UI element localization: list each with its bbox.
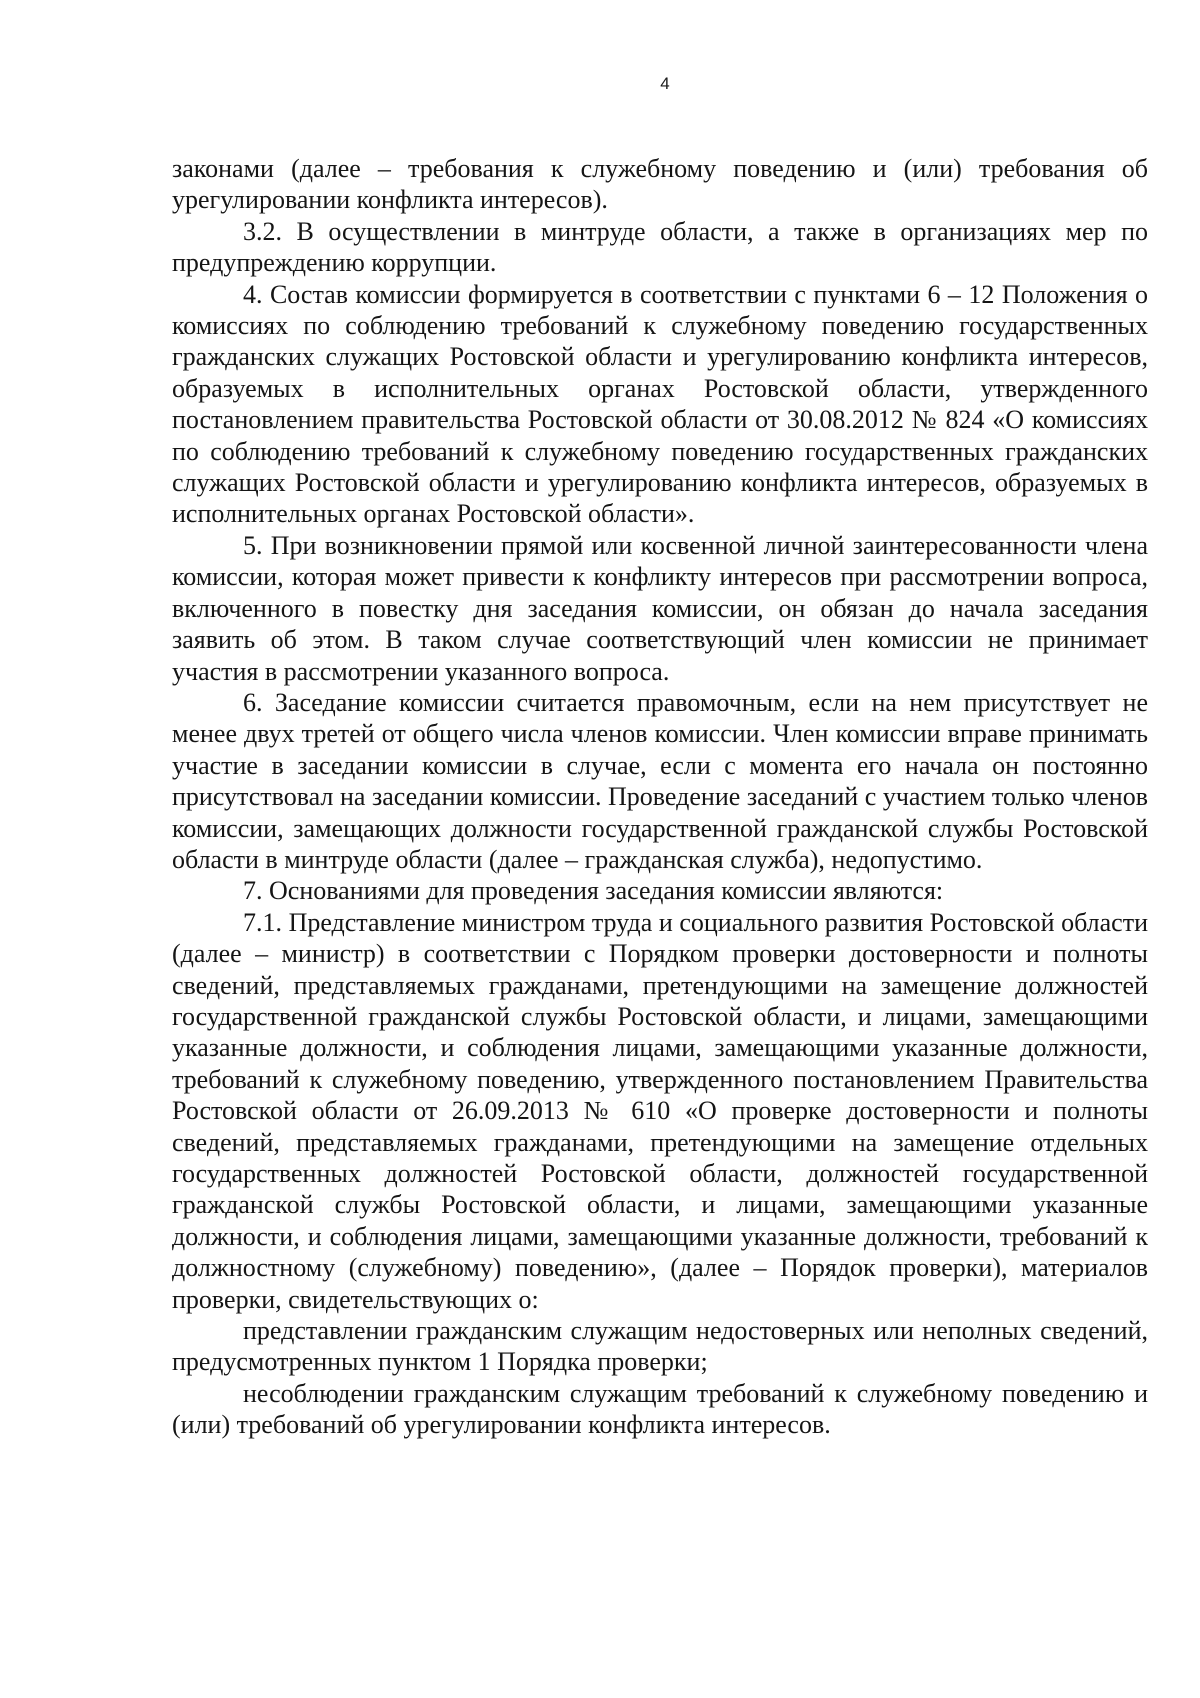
paragraph-3-2: 3.2. В осуществлении в минтруде области, а также в организациях мер по предупреждению коррупции.: [172, 216, 1148, 278]
paragraph-5: 5. При возникновении прямой или косвенной личной заинтересованности члена комиссии, которая может привести к конфликту интересов при рассмотрении вопроса, включенного в повестку дня заседания комиссии, он обязан до начала заседания заявить об этом. В таком случае соответствующий член комиссии не принимает участия в рассмотрении указанного вопроса.: [172, 530, 1148, 686]
paragraph-6: 6. Заседание комиссии считается правомочным, если на нем присутствует не менее двух третей от общего числа членов комиссии. Член комиссии вправе принимать участие в заседании комиссии в случае, если с момента его начала он постоянно присутствовал на заседании комиссии. Проведение заседаний с участием только членов комиссии, замещающих должности государственной гражданской службы Ростовской области в минтруде области (далее – гражданская служба), недопустимо.: [172, 687, 1148, 874]
paragraph-7-1-item-1: представлении гражданским служащим недостоверных или неполных сведений, предусмотренных пунктом 1 Порядка проверки;: [172, 1316, 1148, 1377]
paragraph-7: 7. Основаниями для проведения заседания комиссии являются:: [243, 876, 944, 906]
document-body: [172, 153, 1148, 1441]
paragraph-7-1-item-2: несоблюдении гражданским служащим требований к служебному поведению и (или) требований об урегулировании конфликта интересов.: [172, 1378, 1148, 1440]
paragraph-4: 4. Состав комиссии формируется в соответствии с пунктами 6 – 12 Положения о комиссиях по соблюдению требований к служебному поведению государственных гражданских служащих Ростовской области и урегулированию конфликта интересов, образуемых в исполнительных органах Ростовской области, утвержденного постановлением правительства Ростовской области от 30.08.2012 № 824 «О комиссиях по соблюдению требований к служебному поведению государственных гражданских служащих Ростовской области и урегулированию конфликта интересов, образуемых в исполнительных органах Ростовской области».: [172, 279, 1148, 529]
paragraph-continuation: законами (далее – требования к служебному поведению и (или) требования об урегулировании конфликта интересов).: [172, 154, 1148, 215]
page-number: 4: [660, 74, 670, 93]
paragraph-7-1: 7.1. Представление министром труда и социального развития Ростовской области (далее – министр) в соответствии с Порядком проверки достоверности и полноты сведений, представляемых гражданами, претендующими на замещение должностей государственной гражданской службы Ростовской области, и лицами, замещающими указанные должности, и соблюдения лицами, замещающими указанные должности, требований к служебному поведению, утвержденного постановлением Правительства Ростовской области от 26.09.2013 № 610 «О проверке достоверности и полноты сведений, представляемых гражданами, претендующими на замещение отдельных государственных должностей Ростовской области, должностей государственной гражданской службы Ростовской области, и лицами, замещающими указанные должности, и соблюдения лицами, замещающими указанные должности, требований к должностному (служебному) поведению», (далее – Порядок проверки), материалов проверки, свидетельствующих о:: [172, 907, 1148, 1314]
